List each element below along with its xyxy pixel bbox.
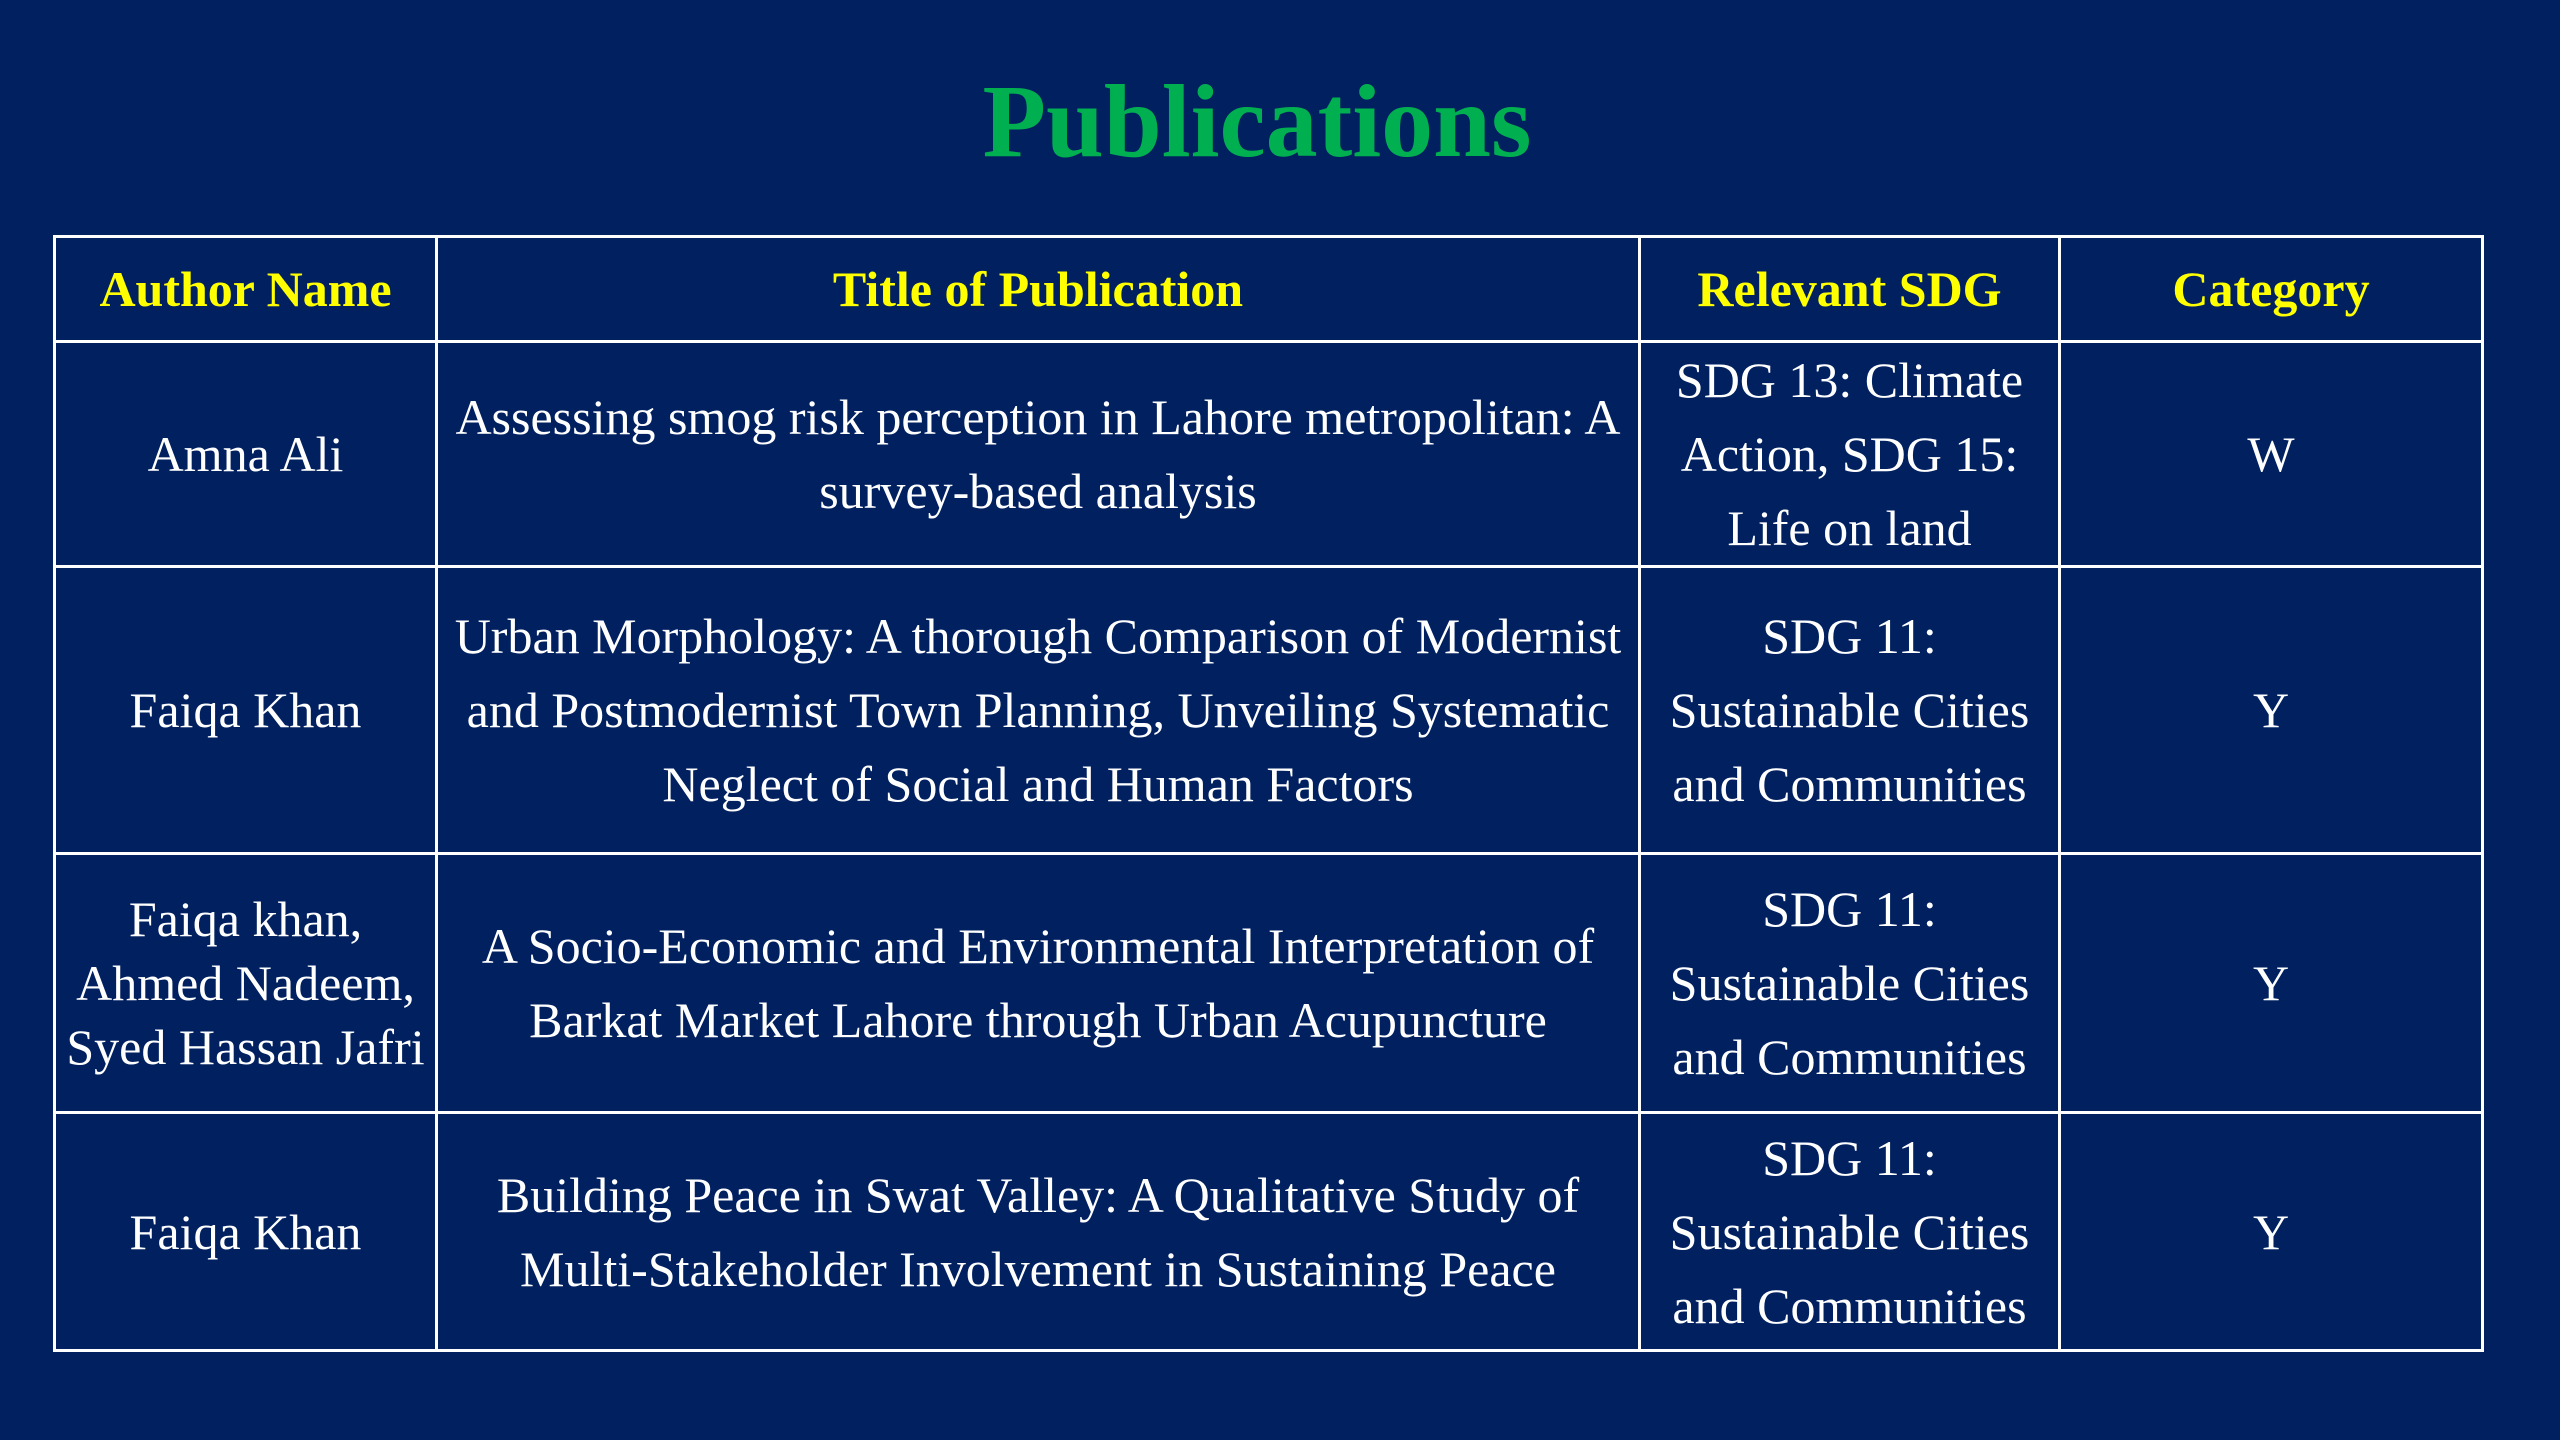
title-cell: Urban Morphology: A thorough Comparison of Modernist and Postmodernist Town Planning, Unveiling Systematic Neglect of Social and Human Factors xyxy=(437,567,1640,854)
table-row xyxy=(55,1113,2483,1351)
table-row xyxy=(55,854,2483,1113)
table-row xyxy=(55,342,2483,567)
category-cell: W xyxy=(2060,342,2483,567)
author-cell: Faiqa Khan xyxy=(55,1113,437,1351)
header-category: Category xyxy=(2060,237,2483,342)
sdg-cell: SDG 13: Climate Action, SDG 15: Life on land xyxy=(1640,342,2060,567)
author-cell: Faiqa khan, Ahmed Nadeem, Syed Hassan Jafri xyxy=(55,854,437,1113)
header-author-name: Author Name xyxy=(55,237,437,342)
category-cell: Y xyxy=(2060,567,2483,854)
sdg-cell: SDG 11: Sustainable Cities and Communities xyxy=(1640,854,2060,1113)
sdg-cell: SDG 11: Sustainable Cities and Communities xyxy=(1640,567,2060,854)
publications-table xyxy=(53,235,2484,1352)
header-relevant-sdg: Relevant SDG xyxy=(1640,237,2060,342)
title-cell: A Socio-Economic and Environmental Interpretation of Barkat Market Lahore through Urban Acupuncture xyxy=(437,854,1640,1113)
author-cell: Faiqa Khan xyxy=(55,567,437,854)
header-title-of-publication: Title of Publication xyxy=(437,237,1640,342)
title-cell: Building Peace in Swat Valley: A Qualitative Study of Multi-Stakeholder Involvement in Sustaining Peace xyxy=(437,1113,1640,1351)
slide-title: Publications xyxy=(982,64,1532,179)
category-cell: Y xyxy=(2060,854,2483,1113)
table-row xyxy=(55,567,2483,854)
author-cell: Amna Ali xyxy=(55,342,437,567)
title-cell: Assessing smog risk perception in Lahore metropolitan: A survey-based analysis xyxy=(437,342,1640,567)
category-cell: Y xyxy=(2060,1113,2483,1351)
sdg-cell: SDG 11: Sustainable Cities and Communities xyxy=(1640,1113,2060,1351)
table-header-row xyxy=(55,237,2483,342)
